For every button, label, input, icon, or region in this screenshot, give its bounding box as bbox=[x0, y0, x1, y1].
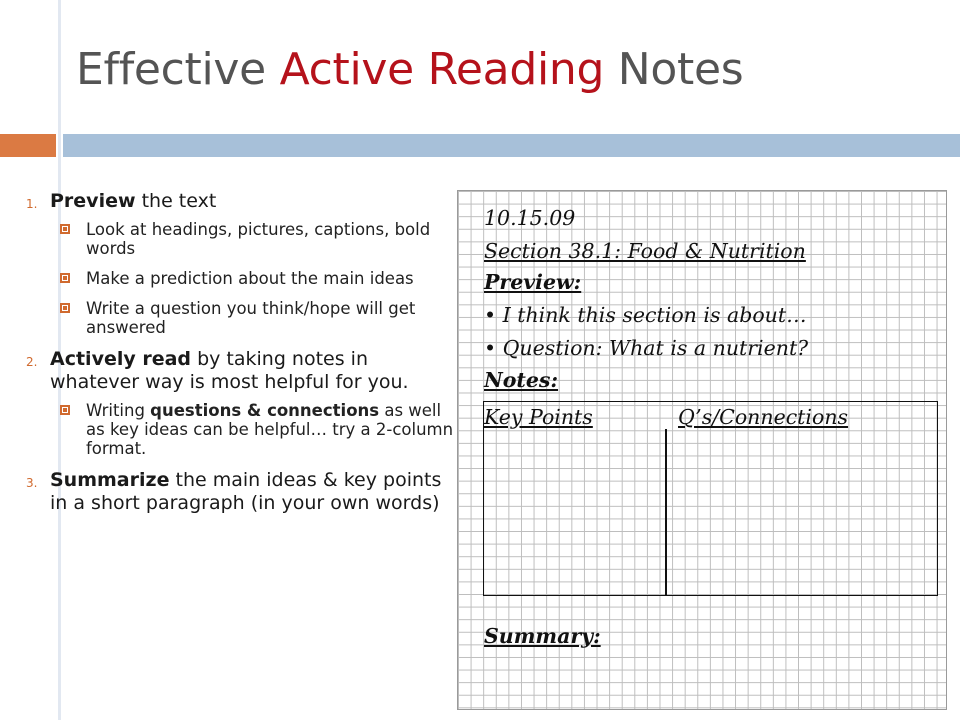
step-2-subitems bbox=[50, 401, 458, 458]
steps-list bbox=[26, 190, 458, 523]
list-item: Writing questions & connections as well as key ideas can be helpful… try a 2-column format. bbox=[50, 401, 458, 458]
square-bullet-icon bbox=[60, 224, 70, 234]
step-3: 3. Summarize the main ideas & key points in a short paragraph (in your own words) bbox=[26, 469, 442, 514]
square-bullet-icon bbox=[60, 303, 70, 313]
example-notes-image bbox=[457, 190, 947, 710]
square-bullet-icon bbox=[60, 405, 70, 415]
list-item: Make a prediction about the main ideas bbox=[50, 269, 458, 288]
list-item: Write a question you think/hope will get answered bbox=[50, 299, 458, 337]
step-number: 1. bbox=[26, 197, 38, 211]
example-preview-label: Preview: bbox=[484, 270, 582, 294]
list-item: Look at headings, pictures, captions, bold words bbox=[50, 220, 458, 258]
accent-bar-orange bbox=[0, 134, 56, 157]
square-bullet-icon bbox=[60, 273, 70, 283]
slide-title: Effective Active Reading Notes bbox=[76, 44, 744, 95]
example-date: 10.15.09 bbox=[484, 206, 576, 230]
step-1-subitems bbox=[50, 220, 458, 337]
title-accent: Active Reading bbox=[279, 44, 605, 95]
accent-bar-blue bbox=[63, 134, 960, 157]
column-divider bbox=[665, 429, 667, 596]
example-summary-label: Summary: bbox=[484, 624, 601, 648]
key-points-header: Key Points bbox=[484, 405, 593, 429]
step-number: 3. bbox=[26, 476, 38, 490]
two-column-notes-box bbox=[483, 401, 938, 596]
example-bullet-1: • I think this section is about… bbox=[484, 303, 807, 327]
step-number: 2. bbox=[26, 355, 38, 369]
example-section: Section 38.1: Food & Nutrition bbox=[484, 239, 806, 263]
example-notes-label: Notes: bbox=[484, 368, 559, 392]
step-1: 1. Preview the text Look at headings, pictures, captions, bold words Make a prediction about the main ideas Write a question you think/hope will get answered bbox=[26, 190, 458, 337]
step-2: 2. Actively read by taking notes in whatever way is most helpful for you. Writing questions & connections as well as key ideas can be helpful… try a 2-column format. bbox=[26, 348, 458, 458]
example-bullet-2: • Question: What is a nutrient? bbox=[484, 336, 809, 360]
connections-header: Q’s/Connections bbox=[678, 405, 849, 429]
